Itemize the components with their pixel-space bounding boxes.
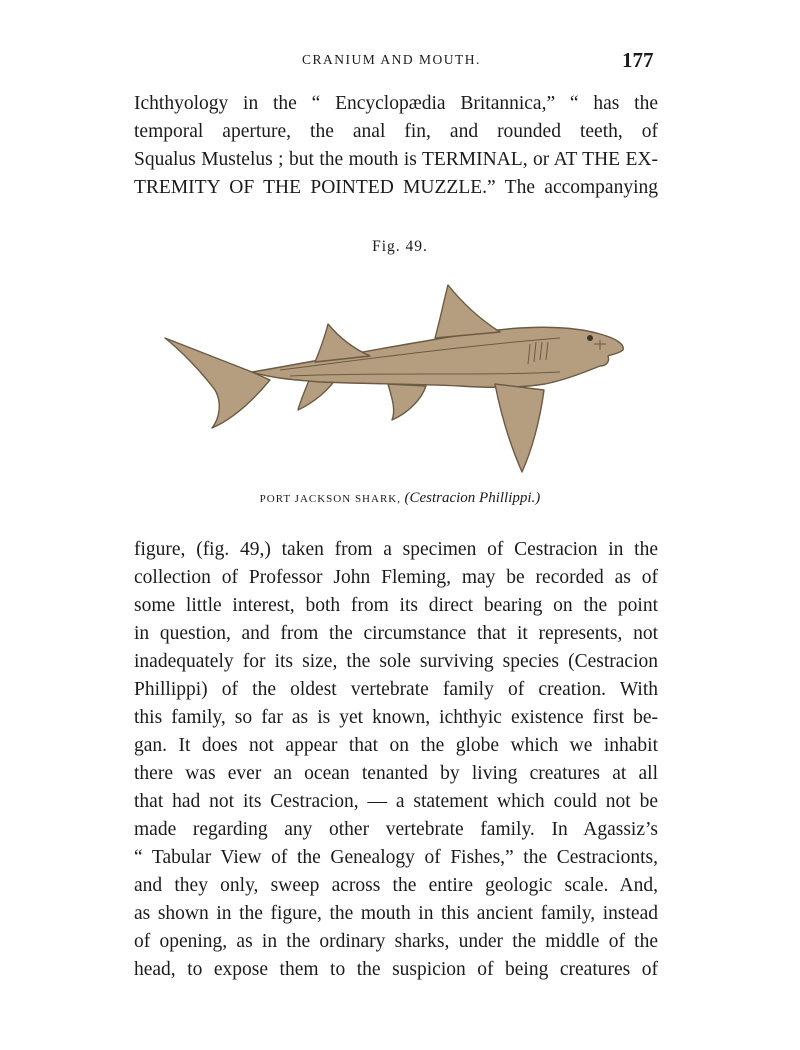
text-line: Phillippi) of the oldest vertebrate family of creation. With [134,679,658,700]
text-line: head, to expose them to the suspicion of being creatures of [134,959,658,980]
shark-illustration [160,280,630,480]
caption-common-name: PORT JACKSON SHARK, [259,493,401,505]
shark-first-dorsal-fin [435,285,500,338]
shark-pectoral-fin [495,384,544,472]
text-line: gan. It does not appear that on the globe which we inhabit [134,735,658,756]
shark-tail [165,338,270,428]
text-line: “ Tabular View of the Genealogy of Fishes,” the Cestracionts, [134,847,658,868]
text-line: there was ever an ocean tenanted by living creatures at all [134,763,658,784]
text-line: inadequately for its size, the sole surviving species (Cestracion [134,651,658,672]
text-line: that had not its Cestracion, — a statement which could not be [134,791,658,812]
shark-eye [587,335,593,341]
top-paragraph [134,90,658,202]
text-line: figure, (fig. 49,) taken from a specimen of Cestracion in the [134,539,658,560]
text-line: in question, and from the circumstance that it represents, not [134,623,658,644]
text-line: as shown in the figure, the mouth in this ancient family, instead [134,903,658,924]
text-line: and they only, sweep across the entire geologic scale. And, [134,875,658,896]
figure-caption [0,490,800,507]
text-line: TREMITY OF THE POINTED MUZZLE.” The accompanying [134,177,658,198]
running-head [0,50,800,72]
text-line: Ichthyology in the “ Encyclopædia Britannica,” “ has the [134,93,658,114]
text-line: collection of Professor John Fleming, may be recorded as of [134,567,658,588]
page-number: 177 [622,48,654,72]
text-line: made regarding any other vertebrate family. In Agassiz’s [134,819,658,840]
shark-second-dorsal-fin [315,324,370,362]
text-line: temporal aperture, the anal fin, and rounded teeth, of [134,121,658,142]
caption-latin-name: (Cestracion Phillippi.) [404,490,541,506]
running-title: CRANIUM AND MOUTH. [302,52,481,67]
text-line: Squalus Mustelus ; but the mouth is TERMINAL, or AT THE EX- [134,149,658,170]
text-line: of opening, as in the ordinary sharks, under the middle of the [134,931,658,952]
text-line: this family, so far as is yet known, ichthyic existence first be- [134,707,658,728]
shark-pelvic-fin [388,384,426,420]
text-line: some little interest, both from its direct bearing on the point [134,595,658,616]
body-paragraph [134,536,658,984]
figure-label: Fig. 49. [372,238,428,255]
